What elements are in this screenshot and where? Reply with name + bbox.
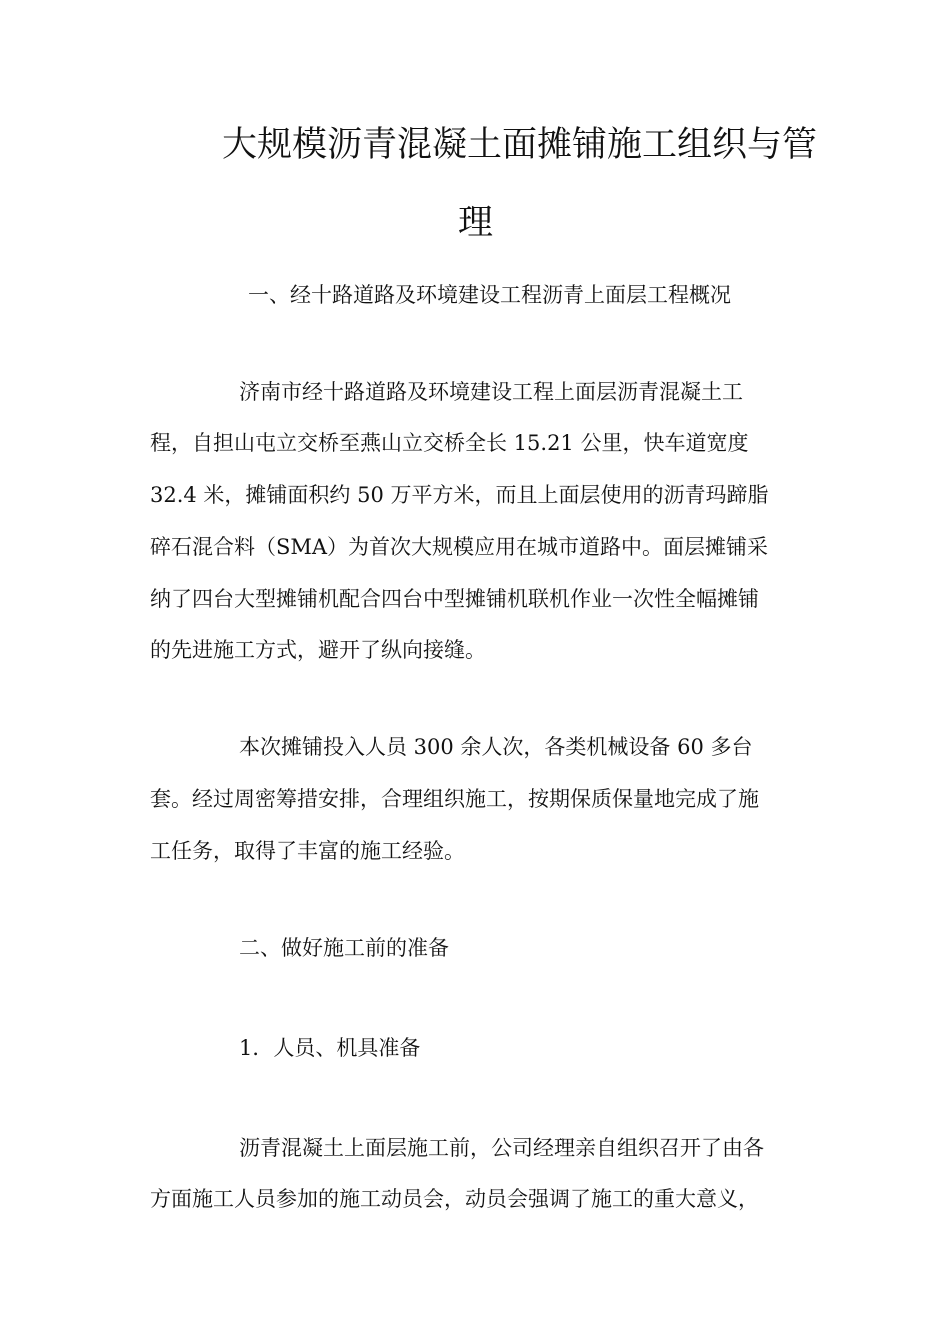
paragraph-line: 方面施工人员参加的施工动员会，动员会强调了施工的重大意义，: [150, 1187, 759, 1211]
document-title: 大规模沥青混凝土面摊铺施工组织与管: [222, 125, 818, 165]
paragraph-line: 套。经过周密筹措安排，合理组织施工，按期保质保量地完成了施: [150, 787, 759, 811]
paragraph-line: 纳了四台大型摊铺机配合四台中型摊铺机联机作业一次性全幅摊铺: [150, 587, 759, 611]
paragraph-line: 济南市经十路道路及环境建设工程上面层沥青混凝土工: [239, 380, 743, 404]
section-heading: 一、经十路道路及环境建设工程沥青上面层工程概况: [248, 283, 731, 307]
paragraph-line: 程，自担山屯立交桥至燕山立交桥全长 15.21 公里，快车道宽度: [150, 431, 749, 455]
paragraph-line: 32.4 米，摊铺面积约 50 万平方米，而且上面层使用的沥青玛蹄脂: [150, 483, 769, 507]
paragraph-line: 沥青混凝土上面层施工前，公司经理亲自组织召开了由各: [239, 1136, 764, 1160]
section-heading: 二、做好施工前的准备: [239, 936, 449, 960]
paragraph-line: 本次摊铺投入人员 300 余人次，各类机械设备 60 多台: [239, 735, 753, 759]
paragraph-line: 的先进施工方式，避开了纵向接缝。: [150, 638, 486, 662]
paragraph-line: 碎石混合料（SMA）为首次大规模应用在城市道路中。面层摊铺采: [150, 535, 769, 559]
document-title-continued: 理: [458, 203, 494, 243]
paragraph-line: 工任务，取得了丰富的施工经验。: [150, 839, 465, 863]
subsection-heading: 1．人员、机具准备: [239, 1036, 421, 1060]
